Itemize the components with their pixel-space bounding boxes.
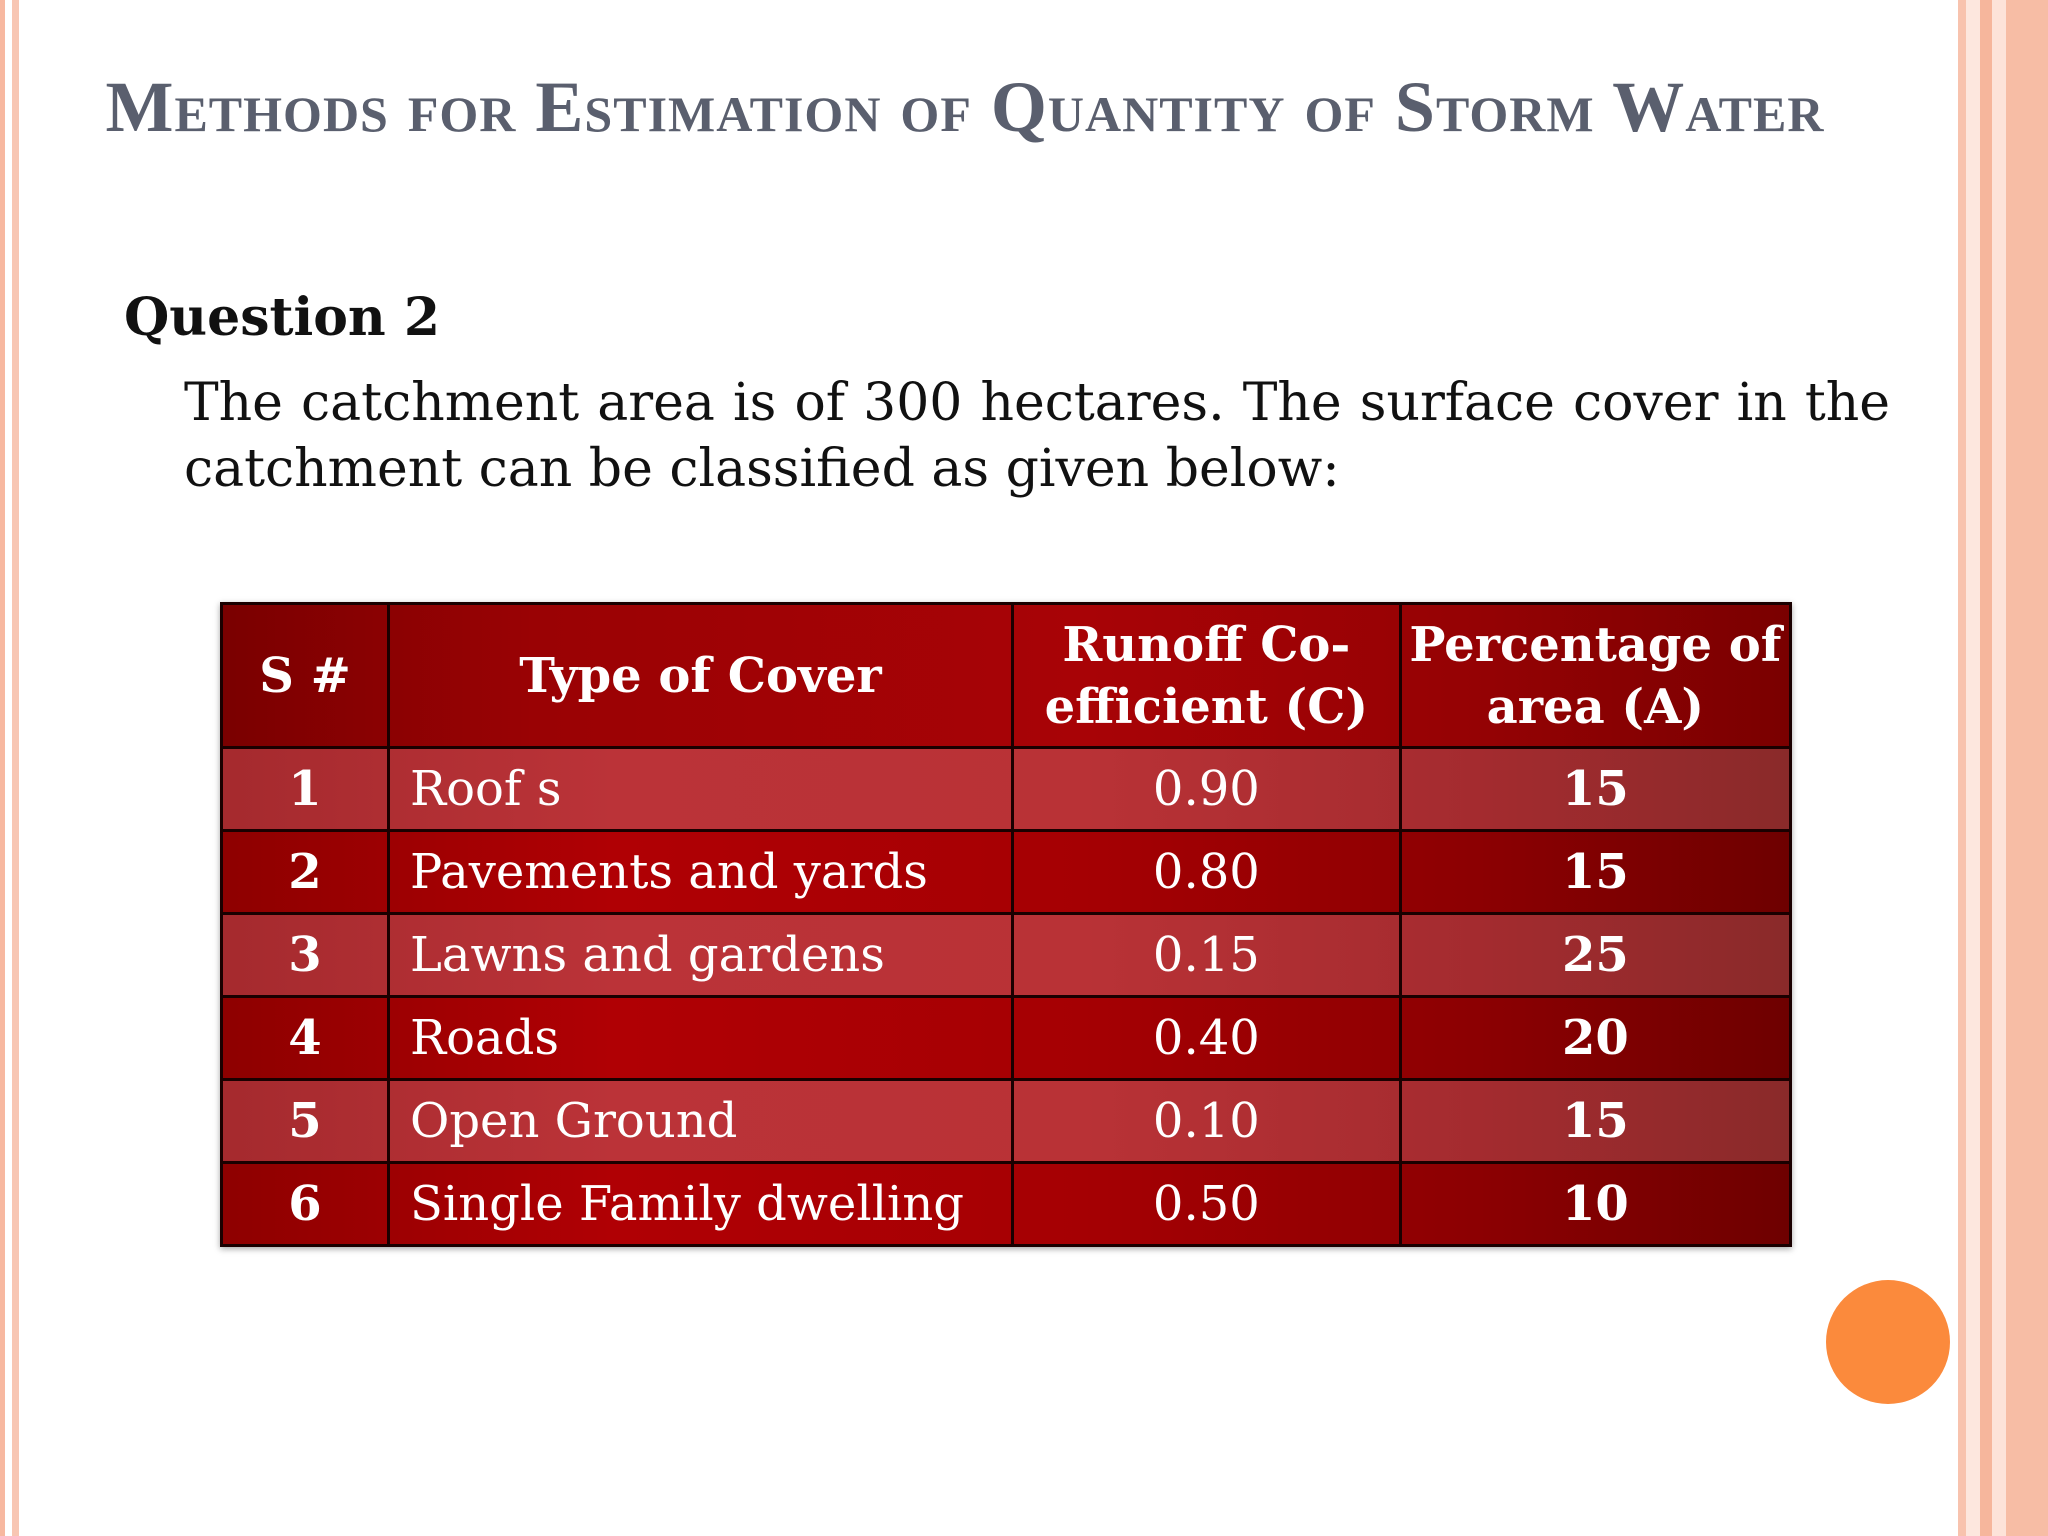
surface-cover-table — [220, 602, 1792, 1247]
table-row — [222, 1080, 1791, 1163]
table-row — [222, 997, 1791, 1080]
cell-type: Lawns and gardens — [388, 914, 1012, 997]
cell-type: Single Family dwelling — [388, 1163, 1012, 1246]
cell-type: Roof s — [388, 748, 1012, 831]
cell-pct: 10 — [1400, 1163, 1790, 1246]
left-border-stripe — [0, 0, 5, 1536]
right-border-stripe — [1980, 0, 1992, 1536]
cell-sno: 6 — [222, 1163, 389, 1246]
cell-pct: 25 — [1400, 914, 1790, 997]
cell-coef: 0.90 — [1012, 748, 1400, 831]
header-percentage-of-area: Percentage of area (A) — [1400, 604, 1790, 748]
table-row — [222, 831, 1791, 914]
cell-coef: 0.10 — [1012, 1080, 1400, 1163]
header-sno: S # — [222, 604, 389, 748]
table-header-row — [222, 604, 1791, 748]
cell-type: Roads — [388, 997, 1012, 1080]
right-border-stripe — [1992, 0, 2006, 1536]
question-heading: Question 2 — [124, 287, 441, 348]
cell-coef: 0.40 — [1012, 997, 1400, 1080]
cell-pct: 15 — [1400, 748, 1790, 831]
header-type-of-cover: Type of Cover — [388, 604, 1012, 748]
cell-coef: 0.15 — [1012, 914, 1400, 997]
cell-pct: 15 — [1400, 831, 1790, 914]
orange-dot-decoration — [1826, 1280, 1950, 1404]
table-row — [222, 1163, 1791, 1246]
cell-type: Open Ground — [388, 1080, 1012, 1163]
cell-pct: 20 — [1400, 997, 1790, 1080]
right-border-stripe — [1958, 0, 1966, 1536]
cell-sno: 5 — [222, 1080, 389, 1163]
cell-sno: 4 — [222, 997, 389, 1080]
right-border-stripe — [1966, 0, 1980, 1536]
cell-pct: 15 — [1400, 1080, 1790, 1163]
cell-sno: 3 — [222, 914, 389, 997]
cell-coef: 0.80 — [1012, 831, 1400, 914]
slide-title: Methods for Estimation of Quantity of Storm Water — [105, 67, 1825, 147]
left-border-stripe-inner — [12, 0, 19, 1536]
table-row — [222, 914, 1791, 997]
table-row — [222, 748, 1791, 831]
cell-type: Pavements and yards — [388, 831, 1012, 914]
question-text: The catchment area is of 300 hectares. The surface cover in the catchment can be classified as given below: — [184, 373, 1890, 499]
cell-coef: 0.50 — [1012, 1163, 1400, 1246]
cell-sno: 2 — [222, 831, 389, 914]
cell-sno: 1 — [222, 748, 389, 831]
header-runoff-coefficient: Runoff Co-efficient (C) — [1012, 604, 1400, 748]
right-border-stripe — [2006, 0, 2048, 1536]
